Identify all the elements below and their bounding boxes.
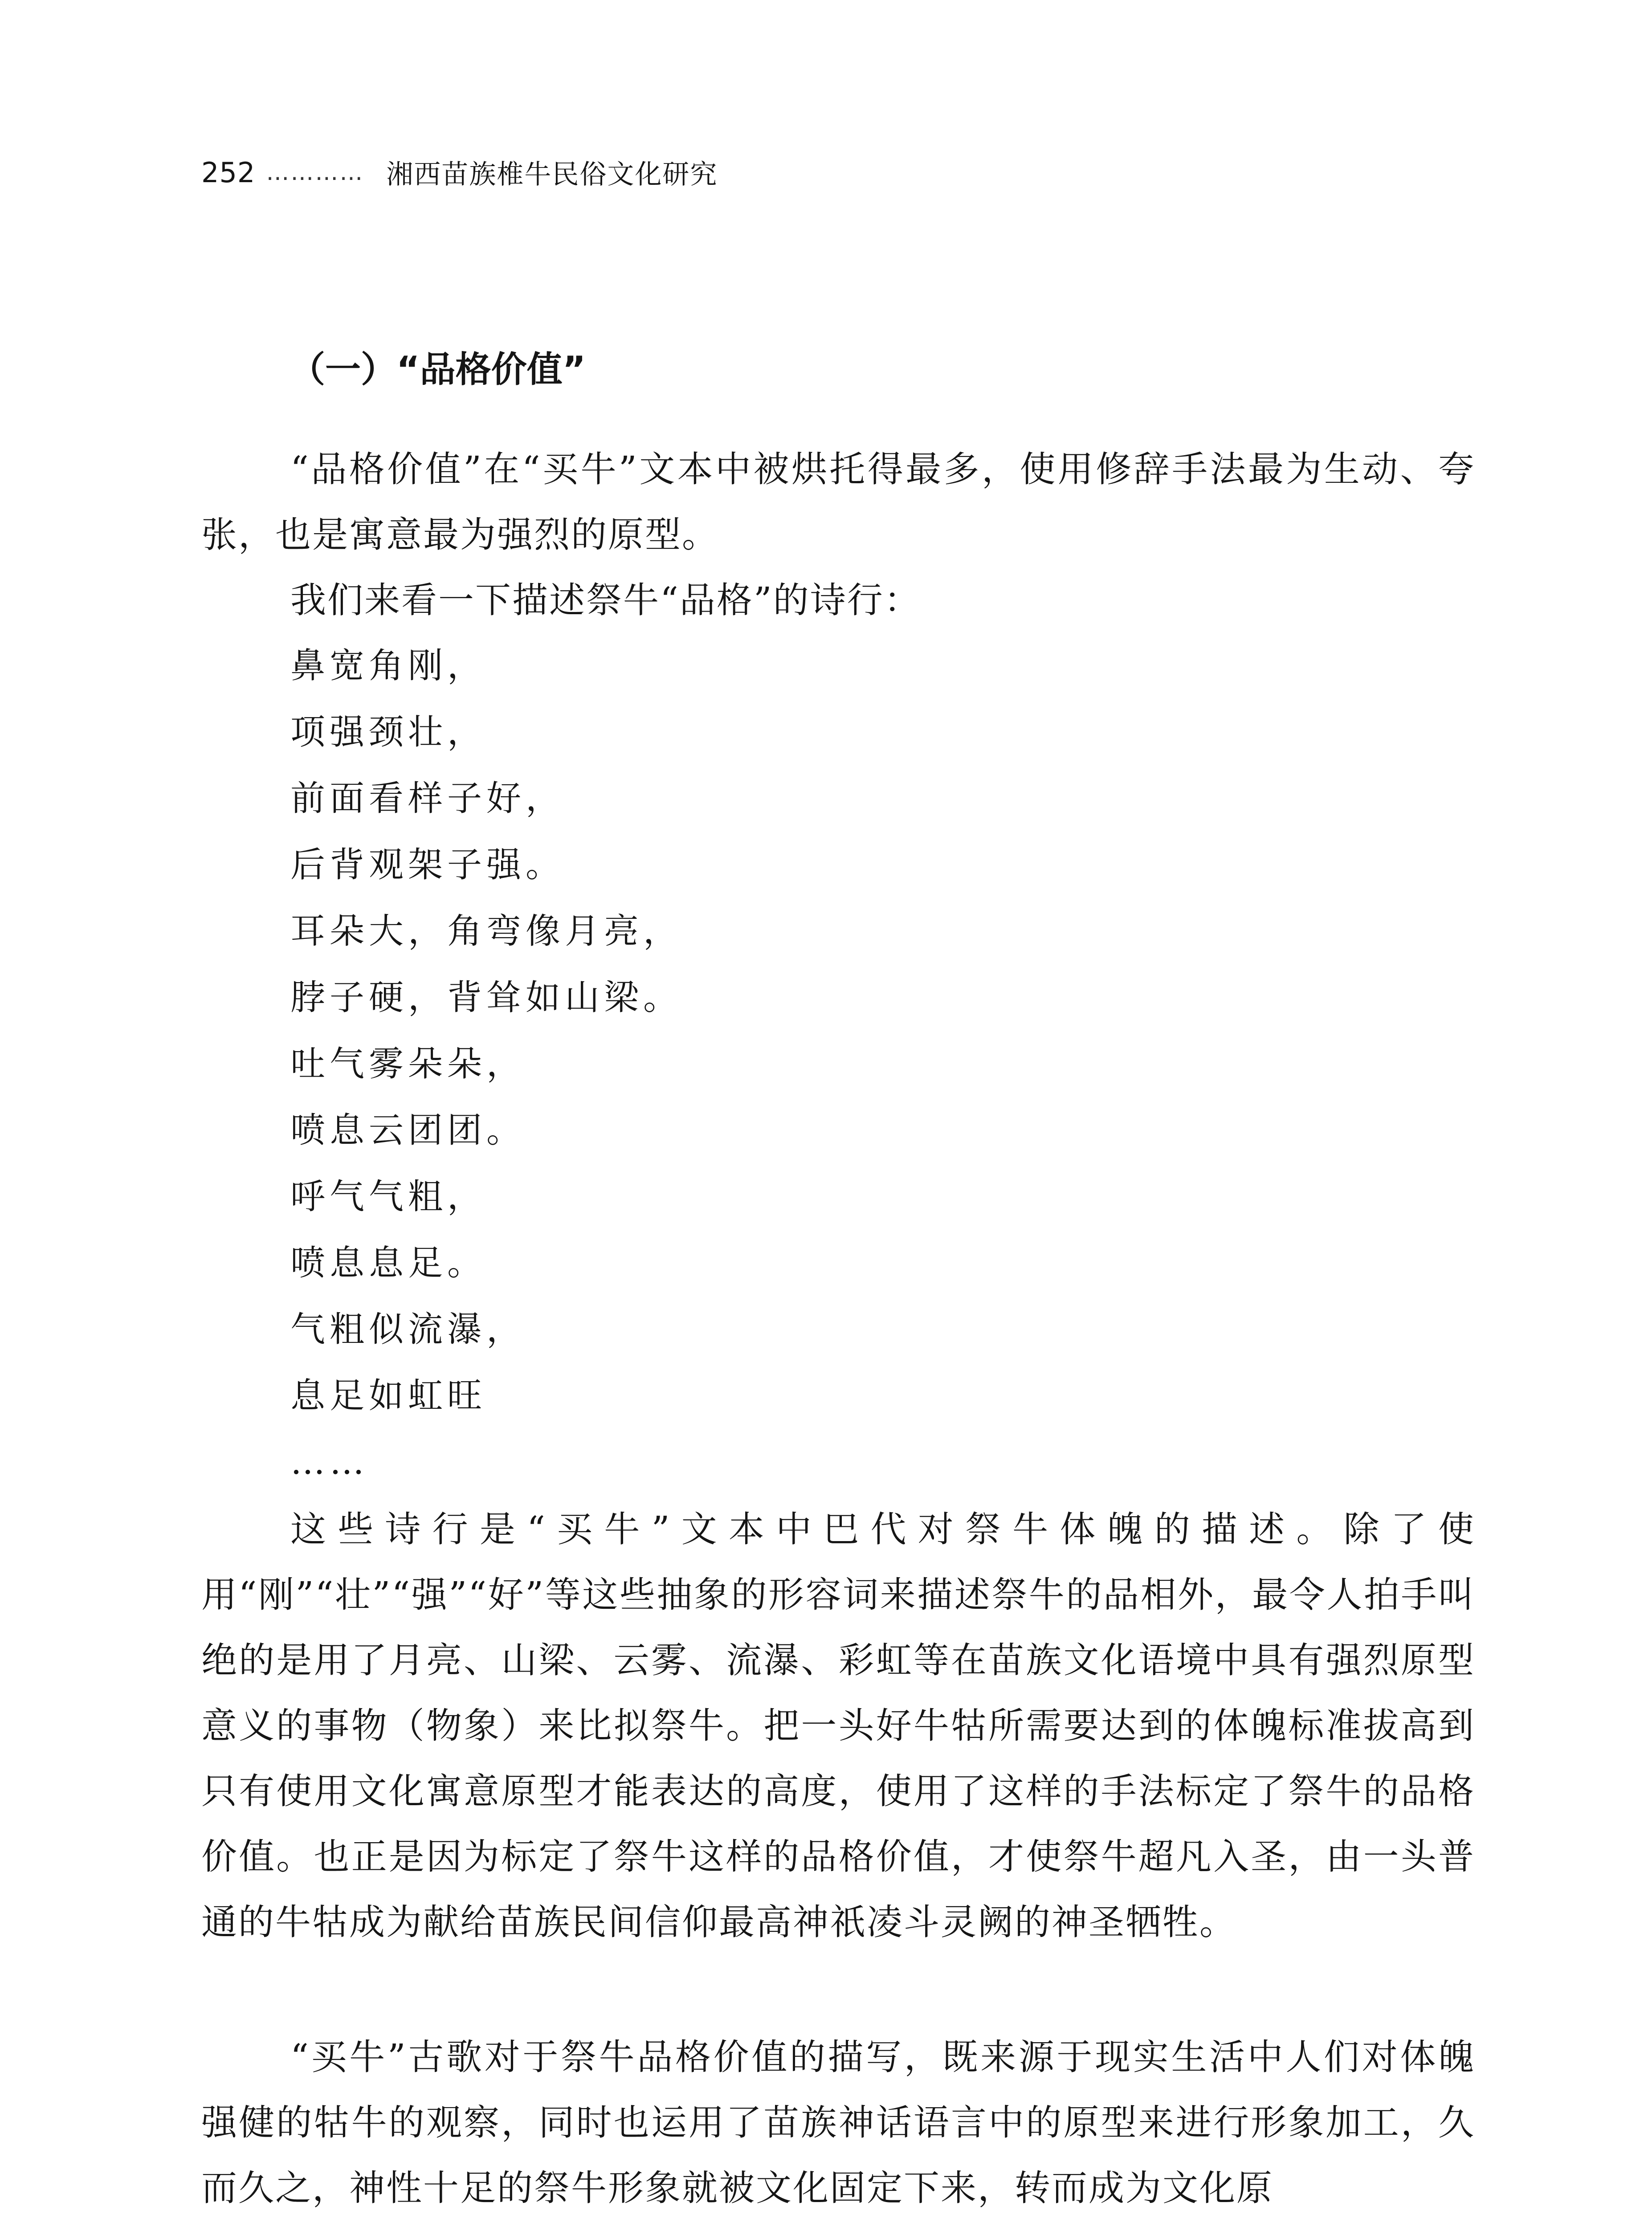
poem-line: 鼻宽角刚， <box>290 646 487 686</box>
header-leader-dots: ………… <box>266 159 364 186</box>
running-header <box>201 152 718 192</box>
page-number: 252 <box>201 156 256 189</box>
section-heading: （一）“品格价值” <box>290 349 586 390</box>
running-title: 湘西苗族椎牛民俗文化研究 <box>386 159 718 190</box>
poem-line: 耳朵大，角弯像月亮， <box>290 911 683 951</box>
poem-line: 吐气雾朵朵， <box>290 1044 526 1084</box>
paragraph-poem-lead: 我们来看一下描述祭牛“品格”的诗行： <box>290 579 921 621</box>
poem-verse <box>290 633 682 1496</box>
poem-line: 项强颈壮， <box>290 712 487 752</box>
poem-line: 喷息云团团。 <box>290 1110 526 1150</box>
poem-line: 息足如虹旺 <box>290 1376 487 1416</box>
poem-line: 前面看样子好， <box>290 779 565 819</box>
poem-line: 脖子硬，背耸如山梁。 <box>290 978 683 1018</box>
paragraph-analysis: 这些诗行是“买牛”文本中巴代对祭牛体魄的描述。除了使用“刚”“壮”“强”“好”等这些抽象的形容词来描述祭牛的品相外，最令人拍手叫绝的是用了月亮、山梁、云雾、流瀑、彩虹等在苗族文化语境中具有强烈原型意义的事物（物象）来比拟祭牛。把一头好牛牯所需要达到的体魄标准拔高到只有使用文化寓意原型才能表达的高度，使用了这样的手法标定了祭牛的品格价值。也正是因为标定了祭牛这样的品格价值，才使祭牛超凡入圣，由一头普通的牛牯成为献给苗族民间信仰最高神祇凌斗灵阙的神圣牺牲。 <box>201 1509 1475 1943</box>
poem-line: …… <box>290 1442 369 1482</box>
poem-line: 气粗似流瀑， <box>290 1309 526 1350</box>
poem-line: 后背观架子强。 <box>290 845 565 885</box>
poem-line: 呼气气粗， <box>290 1177 487 1217</box>
poem-line: 喷息息足。 <box>290 1243 487 1283</box>
paragraph-conclusion: “买牛”古歌对于祭牛品格价值的描写，既来源于现实生活中人们对体魄强健的牯牛的观察，同时也运用了苗族神话语言中的原型来进行形象加工，久而久之，神性十足的祭牛形象就被文化固定下来，转而成为文化原 <box>201 2036 1475 2209</box>
paragraph-intro: “品格价值”在“买牛”文本中被烘托得最多，使用修辞手法最为生动、夸张，也是寓意最为强烈的原型。 <box>201 449 1475 555</box>
